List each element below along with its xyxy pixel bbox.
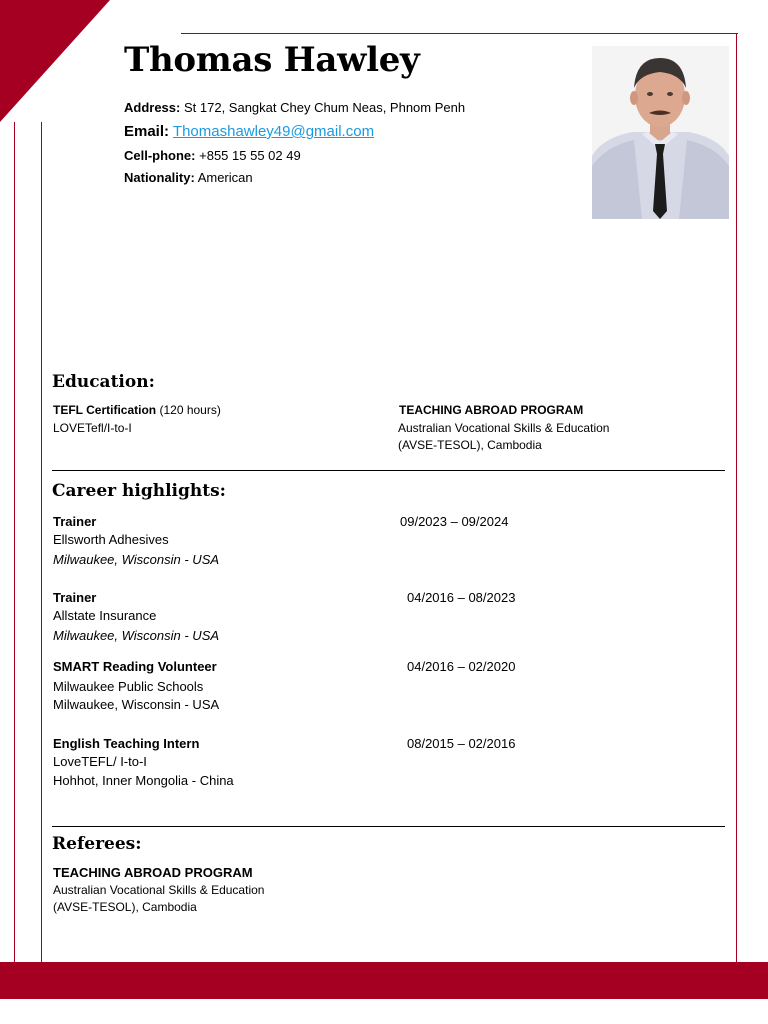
job-role: Trainer	[53, 590, 97, 605]
address-label: Address:	[124, 100, 181, 115]
job-role: English Teaching Intern	[53, 736, 200, 751]
job-org: LoveTEFL/ I-to-I	[53, 754, 147, 769]
job-dates: 04/2016 – 08/2023	[407, 590, 516, 605]
referees-heading: Referees:	[52, 834, 142, 854]
education-heading: Education:	[52, 372, 155, 392]
referee-program: TEACHING ABROAD PROGRAM	[53, 865, 253, 880]
email-line	[124, 123, 374, 140]
job-place: Milwaukee, Wisconsin - USA	[53, 697, 220, 712]
education-program-line1: Australian Vocational Skills & Education	[398, 421, 610, 435]
job-dates: 09/2023 – 09/2024	[400, 514, 509, 529]
job-dates: 04/2016 – 02/2020	[407, 659, 516, 674]
page-title: Thomas Hawley	[124, 40, 420, 80]
cert-name: TEFL Certification	[53, 403, 157, 417]
job-place: Milwaukee, Wisconsin - USA	[53, 552, 220, 567]
nationality-value: American	[197, 170, 253, 185]
left-inner-border-line	[41, 122, 42, 962]
nationality-label: Nationality:	[124, 170, 195, 185]
section-divider	[52, 470, 725, 471]
left-border-line	[14, 122, 15, 962]
address-value: St 172, Sangkat Chey Chum Neas, Phnom Penh	[183, 100, 466, 115]
email-link[interactable]: Thomashawley49@gmail.com	[172, 123, 375, 140]
address-line	[124, 100, 465, 115]
job-org: Ellsworth Adhesives	[53, 532, 169, 547]
career-heading: Career highlights:	[52, 481, 226, 501]
phone-line	[124, 148, 301, 163]
referee-line2: (AVSE-TESOL), Cambodia	[53, 900, 197, 914]
education-program: TEACHING ABROAD PROGRAM	[399, 403, 584, 417]
email-label: Email:	[124, 123, 170, 140]
nationality-line	[124, 170, 253, 185]
footer-band	[0, 962, 768, 999]
education-cert	[53, 403, 221, 417]
corner-triangle	[0, 0, 110, 122]
job-dates: 08/2015 – 02/2016	[407, 736, 516, 751]
job-org: Milwaukee Public Schools	[53, 679, 204, 694]
job-place: Milwaukee, Wisconsin - USA	[53, 628, 220, 643]
job-role: Trainer	[53, 514, 97, 529]
phone-value: +855 15 55 02 49	[199, 148, 301, 163]
profile-photo	[592, 46, 729, 219]
phone-label: Cell-phone:	[124, 148, 196, 163]
top-border-line	[181, 33, 738, 34]
section-divider	[52, 826, 725, 827]
cert-hours: (120 hours)	[159, 403, 221, 417]
education-program-line2: (AVSE-TESOL), Cambodia	[398, 438, 542, 452]
right-border-line	[736, 33, 737, 962]
job-role: SMART Reading Volunteer	[53, 659, 217, 674]
job-place: Hohhot, Inner Mongolia - China	[53, 773, 234, 788]
job-org: Allstate Insurance	[53, 608, 157, 623]
cert-provider: LOVETefl/I-to-I	[53, 421, 132, 435]
referee-line1: Australian Vocational Skills & Education	[53, 883, 265, 897]
